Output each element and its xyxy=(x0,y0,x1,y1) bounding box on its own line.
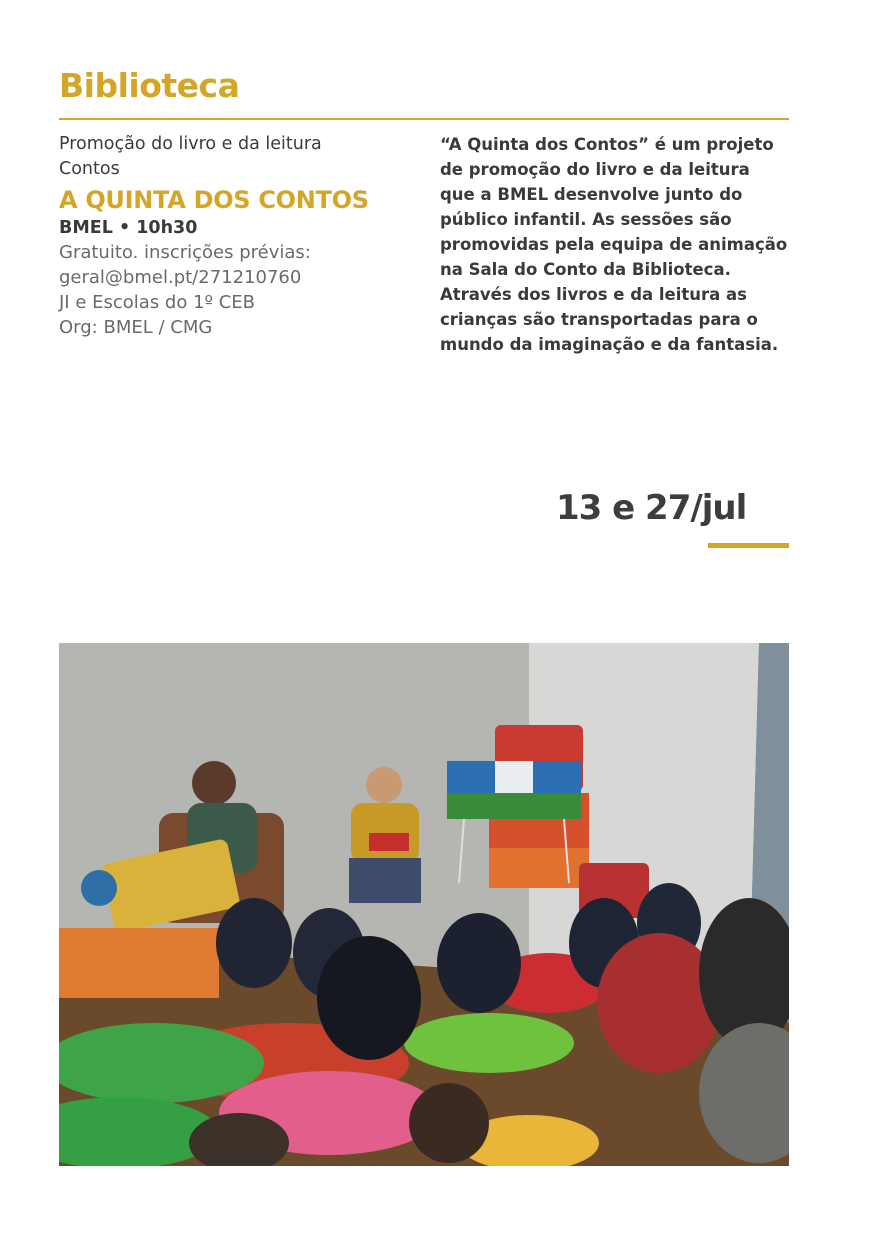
event-photo xyxy=(59,643,789,1166)
date-divider xyxy=(708,543,789,548)
event-date: 13 e 27/jul xyxy=(556,488,747,528)
event-detail-price: Gratuito. inscrições prévias: xyxy=(59,242,311,263)
event-description: “A Quinta dos Contos” é um projeto de promoção do livro e da leitura que a BMEL desenvolve junto do público infantil. As sessões são promovidas pela equipa de animação na Sala do Conto da Biblioteca. Através dos livros e da leitura as crianças são transportadas para o mundo da imaginação e da fantasia. xyxy=(440,135,788,354)
title-divider xyxy=(59,118,789,120)
event-title: A QUINTA DOS CONTOS xyxy=(59,186,369,214)
storytelling-scene-illustration xyxy=(59,643,789,1166)
event-detail-organizer: Org: BMEL / CMG xyxy=(59,317,213,338)
event-subcategory: Contos xyxy=(59,159,120,179)
event-category: Promoção do livro e da leitura xyxy=(59,134,322,154)
event-detail-audience: JI e Escolas do 1º CEB xyxy=(59,292,256,313)
event-detail-contact: geral@bmel.pt/271210760 xyxy=(59,267,302,288)
section-title: Biblioteca xyxy=(59,66,240,105)
event-info xyxy=(59,132,419,340)
event-venue-time: BMEL • 10h30 xyxy=(59,218,198,238)
